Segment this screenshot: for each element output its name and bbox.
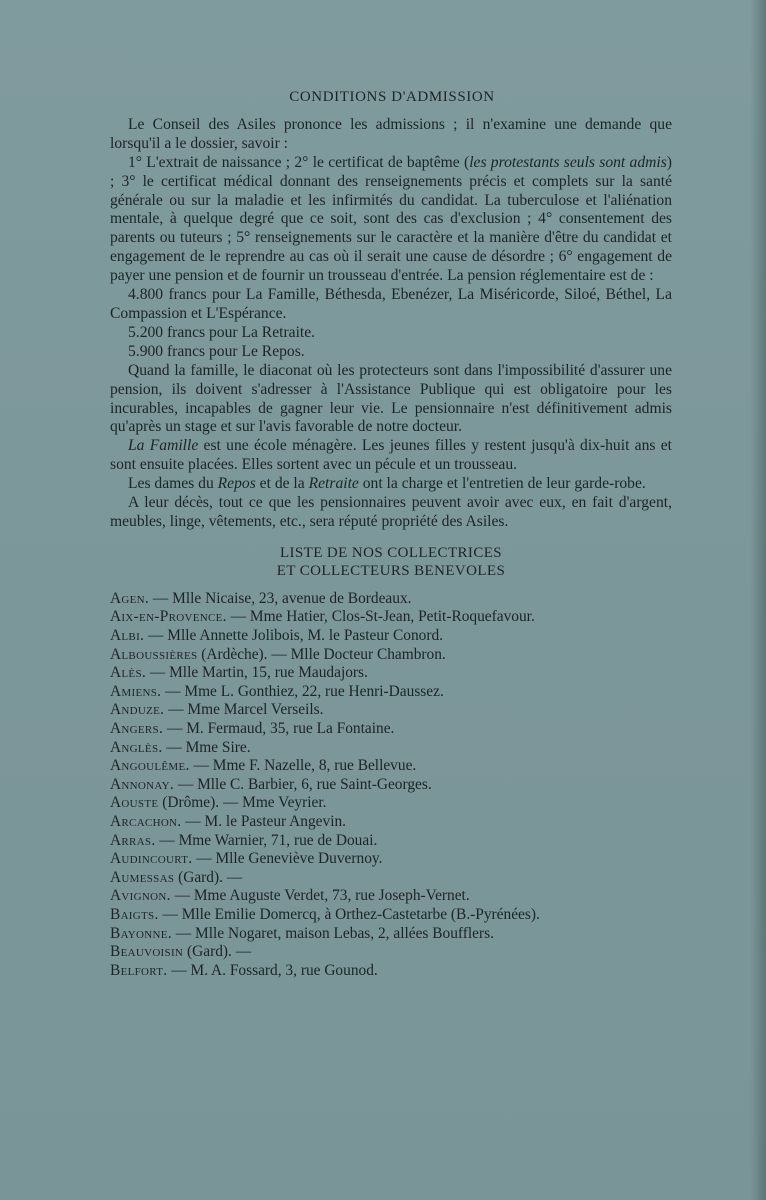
town-name: Avignon. [110,887,171,905]
town-name: Baigts. [110,905,159,923]
entry-detail: — Mme Warnier, 71, rue de Douai. [155,831,378,849]
text-span: ont la charge et l'entretien de leur garde-robe. [358,475,646,493]
list-item [110,627,672,646]
list-item [110,683,672,702]
list-item [110,925,672,944]
entry-detail: — Mme Hatier, Clos-St-Jean, Petit-Roquefavour. [226,608,535,626]
town-name: Anduze. [110,701,165,719]
list-item [110,962,672,981]
entry-detail: — Mlle Martin, 15, rue Maudajors. [146,664,368,682]
list-item [110,720,672,739]
entry-detail: — M. A. Fossard, 3, rue Gounod. [167,961,378,979]
town-name: Anglès. [110,738,163,756]
list-item [110,776,672,795]
town-name: Albi. [110,627,145,645]
text-span: et de la [255,475,309,493]
list-item [110,739,672,758]
list-item [110,813,672,832]
list-item [110,590,672,609]
entry-detail: — M. le Pasteur Angevin. [181,812,347,830]
list-item [110,869,672,888]
paragraph-pension-3: 5.900 francs pour Le Repos. [128,342,305,360]
entry-detail: (Ardèche). — Mlle Docteur Chambron. [197,645,446,663]
town-name: Audincourt. [110,850,193,868]
entry-detail: — Mme Marcel Verseils. [164,701,324,719]
town-name: Bayonne. [110,924,172,942]
italic-text: La Famille [128,437,199,455]
town-name: Annonay. [110,775,175,793]
list-item [110,832,672,851]
entry-detail: — Mlle Emilie Domercq, à Orthez-Castetarbe (B.-Pyrénées). [158,905,540,923]
paragraph-requirements [110,154,672,286]
paragraph-deces: A leur décès, tout ce que les pensionnaires peuvent avoir avec eux, en fait d'argent, meubles, linge, vêtements, etc., sera réputé propriété des Asiles. [110,494,672,530]
paragraph-famille [110,437,672,475]
text-span: Les dames du [128,475,218,493]
town-name: Agen. [110,589,150,607]
page-title: CONDITIONS D'ADMISSION [289,89,495,105]
list-heading-line-2: ET COLLECTEURS BENEVOLES [276,562,506,579]
entry-detail: — Mme F. Nazelle, 8, rue Bellevue. [189,757,417,775]
entry-detail: — Mme Sire. [162,738,251,756]
list-item [110,646,672,665]
italic-text: les protestants seuls sont admis [469,153,667,171]
page-edge-shadow [750,0,766,1200]
text-span: 1° L'extrait de naissance ; 2° le certificat de baptême ( [128,153,470,171]
list-item [110,906,672,925]
town-name: Beauvoisin [110,943,184,961]
list-item [110,943,672,962]
italic-text: Repos [217,475,256,493]
paragraph-pension-1: 4.800 francs pour La Famille, Béthesda, Ebenézer, La Miséricorde, Siloé, Béthel, La Compassion et L'Espérance. [110,286,672,322]
list-item [110,664,672,683]
town-name: Belfort. [110,961,168,979]
town-name: Angers. [110,720,164,737]
collector-list [110,590,672,980]
paragraph-assistance: Quand la famille, le diaconat où les protecteurs sont dans l'impossibilité d'assurer une pension, ils doivent s'adresser à l'Assistance Publique qui est obligatoire pour les incurables, incapables de gagner leur vie. Le pensionnaire n'est définitivement admis qu'après un stage et sur l'avis favorable de notre docteur. [110,361,672,436]
paragraph-dames [110,475,672,494]
town-name: Arras. [110,831,156,849]
list-item [110,701,672,720]
town-name: Alès. [110,664,147,682]
entry-detail: (Drôme). — Mme Veyrier. [158,794,327,812]
entry-detail: (Gard). — [183,943,252,961]
town-name: Angoulême. [110,757,190,775]
list-heading-line-1: LISTE DE NOS COLLECTRICES [279,544,503,561]
paragraph-intro: Le Conseil des Asiles prononce les admissions ; il n'examine une demande que lorsqu'il a le dossier, savoir : [110,115,672,152]
list-item [110,794,672,813]
paragraph-pension-2: 5.200 francs pour La Retraite. [128,323,316,341]
list-item [110,608,672,627]
text-span: ) ; 3° le certificat médical donnant des renseignements précis et complets sur la santé générale ou sur la maladie et les infirmités du candidat. La tuberculose et l'aliénation mentale, à quelque degré que ce soit, sont des cas d'exclusion ; 4° consentement des parents ou tuteurs ; 5° renseignements sur le caractère et la manière d'être du candidat et engagement de le reprendre au cas où il serait une cause de désordre ; 6° engagement de payer une pension et de fournir un trousseau d'entrée. La pension réglementaire est de : [110,153,672,285]
entry-detail: — Mlle Nogaret, maison Lebas, 2, allées Boufflers. [171,924,494,942]
list-heading [110,544,672,580]
town-name: Arcachon. [110,812,182,830]
town-name: Amiens. [110,682,162,700]
town-name: Alboussières [110,645,198,663]
town-name: Aumessas [110,868,175,886]
entry-detail: — Mlle Annette Jolibois, M. le Pasteur Conord. [144,627,444,645]
list-item [110,850,672,869]
town-name: Aouste [110,794,159,812]
entry-detail: — Mlle Nicaise, 23, avenue de Bordeaux. [149,589,412,607]
entry-detail: — Mme Auguste Verdet, 73, rue Joseph-Vernet. [170,887,470,905]
town-name: Aix-en-Provence. [110,608,227,626]
entry-detail: (Gard). — [174,868,243,886]
list-item [110,887,672,906]
text-span: est une école ménagère. Les jeunes filles y restent jusqu'à dix-huit ans et sont ensuite placées. Elles sortent avec un pécule et un trousseau. [110,437,673,474]
entry-detail: — Mlle Geneviève Duvernoy. [192,850,383,868]
entry-detail: — M. Fermaud, 35, rue La Fontaine. [163,720,395,737]
list-item [110,757,672,776]
italic-text: Retraite [308,475,359,493]
entry-detail: — Mlle C. Barbier, 6, rue Saint-Georges. [174,775,432,793]
entry-detail: — Mme L. Gonthiez, 22, rue Henri-Daussez. [161,682,444,700]
document-body [110,88,672,980]
